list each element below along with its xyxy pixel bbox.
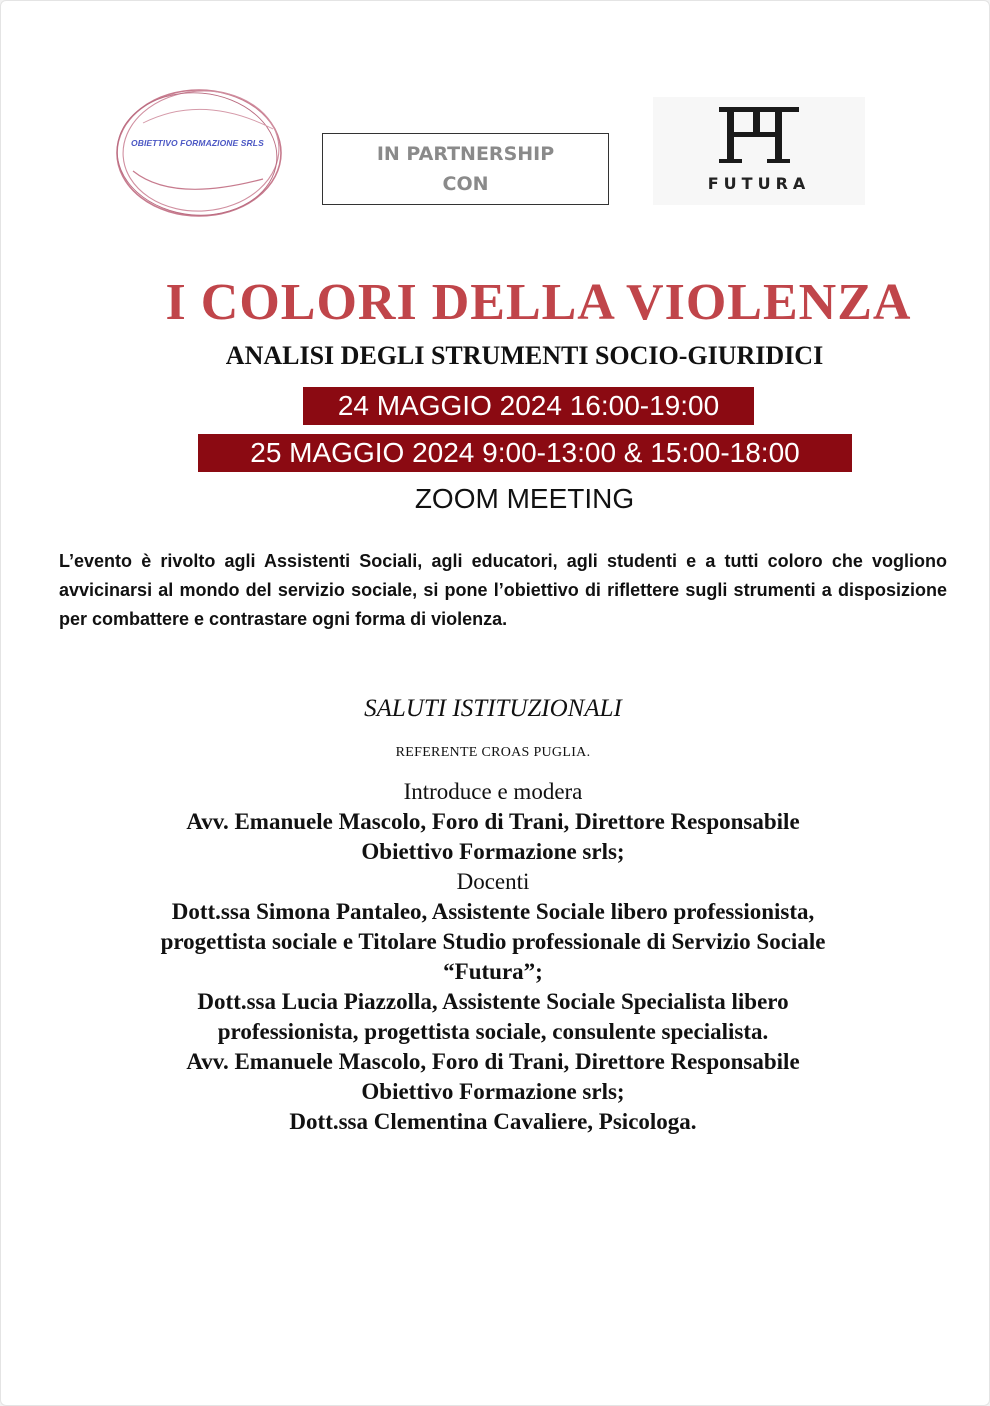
teachers-label: Docenti <box>456 869 530 894</box>
event-description: L’evento è rivolto agli Assistenti Sociali, agli educatori, agli studenti e a tutti coloro che vogliono avvicinarsi al mondo del servizio sociale, si pone l’obiettivo di riflettere sugli strumenti a disposizione per combattere e contrastare ogni forma di violenza. <box>59 551 947 629</box>
futura-monogram-icon <box>717 107 801 167</box>
teacher-1-line-2: progettista sociale e Titolare Studio professionale di Servizio Sociale <box>160 929 826 954</box>
partnership-box <box>322 133 609 205</box>
event-title: I COLORI DELLA VIOLENZA <box>165 274 912 331</box>
section-heading: SALUTI ISTITUZIONALI <box>364 695 622 722</box>
logo-text: OBIETTIVO FORMAZIONE SRLS <box>131 138 264 148</box>
moderator-label: Introduce e modera <box>403 779 583 804</box>
teacher-4-line-1: Dott.ssa Clementina Cavaliere, Psicologa. <box>289 1109 697 1134</box>
event-platform: ZOOM MEETING <box>414 483 635 514</box>
moderator-line-2: Obiettivo Formazione srls; <box>361 839 625 864</box>
event-subtitle: ANALISI DEGLI STRUMENTI SOCIO-GIURIDICI <box>225 341 824 370</box>
moderator-line-1: Avv. Emanuele Mascolo, Foro di Trani, Direttore Responsabile <box>186 809 800 834</box>
teacher-1-line-1: Dott.ssa Simona Pantaleo, Assistente Sociale libero professionista, <box>171 899 815 924</box>
referente-line: REFERENTE CROAS PUGLIA. <box>395 745 591 760</box>
partnership-line2: CON <box>442 173 489 195</box>
event-date-1: 24 MAGGIO 2024 16:00-19:00 <box>303 387 754 425</box>
logo-ring-icon <box>113 83 291 221</box>
futura-logo <box>653 97 865 205</box>
teacher-3-line-1: Avv. Emanuele Mascolo, Foro di Trani, Direttore Responsabile <box>186 1049 800 1074</box>
futura-wordmark: FUTURA <box>707 174 811 193</box>
teacher-2-line-1: Dott.ssa Lucia Piazzolla, Assistente Sociale Specialista libero <box>197 989 789 1014</box>
obiettivo-formazione-logo <box>113 83 291 221</box>
event-date-2: 25 MAGGIO 2024 9:00-13:00 & 15:00-18:00 <box>198 434 852 472</box>
teacher-1-line-3: “Futura”; <box>443 959 543 984</box>
teacher-3-line-2: Obiettivo Formazione srls; <box>361 1079 625 1104</box>
speakers-list <box>1 777 985 1137</box>
partnership-line1: IN PARTNERSHIP <box>376 143 555 165</box>
teacher-2-line-2: professionista, progettista sociale, consulente specialista. <box>217 1019 769 1044</box>
